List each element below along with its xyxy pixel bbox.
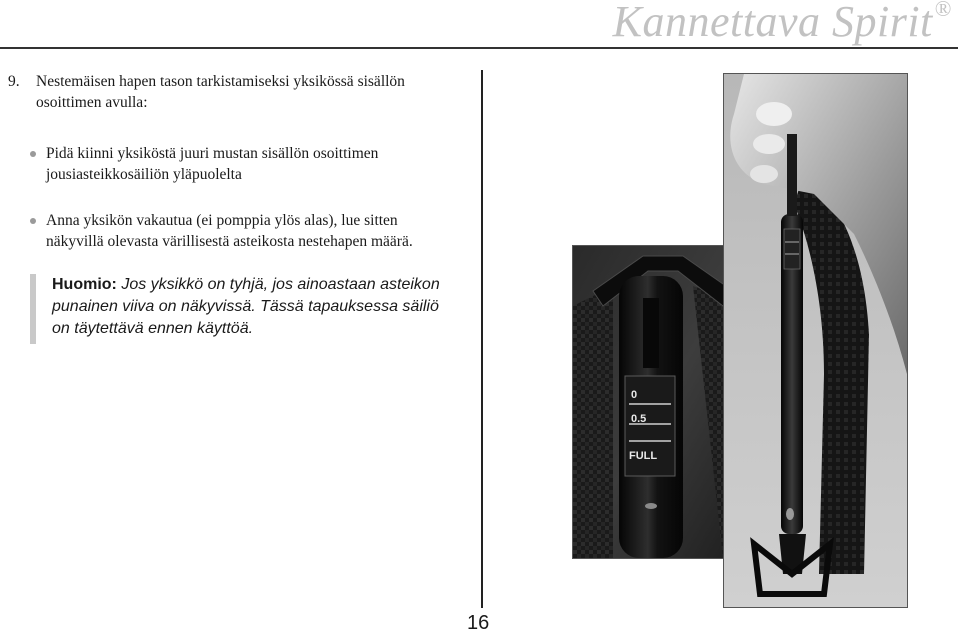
note-box [30,274,487,344]
bullet-item [30,210,470,252]
bullet-text-line2: jousiasteikkosäiliön yläpuolelta [46,166,242,183]
bullet-dot-icon [30,218,36,224]
page-number: 16 [467,612,490,634]
scale-label-zero: 0 [631,389,638,401]
brand-title: Kannettava Spirit® [613,0,952,47]
bullet-text-line2: näkyvillä olevasta värillisestä asteikosta nestehapen määrä. [46,233,413,250]
hand-holding-unit-photo [723,73,908,608]
note-text-line3: on täytettävä ennen käyttöä. [52,320,254,337]
note-text-line2: punainen viiva on näkyvissä. Tässä tapauksessa säiliö [52,298,439,315]
scale-label-half: 0.5 [631,413,647,425]
bullet-item [30,143,470,185]
header-rule [0,47,958,49]
column-divider [481,70,483,608]
step-number: 9. [8,73,20,90]
note-text-line1: Jos yksikkö on tyhjä, jos ainoastaan asteikon [116,276,440,293]
note-label: Huomio: [52,276,117,293]
bullet-text-line1: Anna yksikön vakautua (ei pomppia ylös alas), lue sitten [46,212,398,229]
scale-label-full: FULL [629,450,658,462]
step-text-line2: osoittimen avulla: [36,94,148,111]
step-instruction [8,71,458,113]
step-text-line1: Nestemäisen hapen tason tarkistamiseksi yksikössä sisällön [36,73,405,90]
bullet-text-line1: Pidä kiinni yksiköstä juuri mustan sisällön osoittimen [46,145,379,162]
bullet-dot-icon [30,151,36,157]
registered-mark: ® [934,0,952,21]
